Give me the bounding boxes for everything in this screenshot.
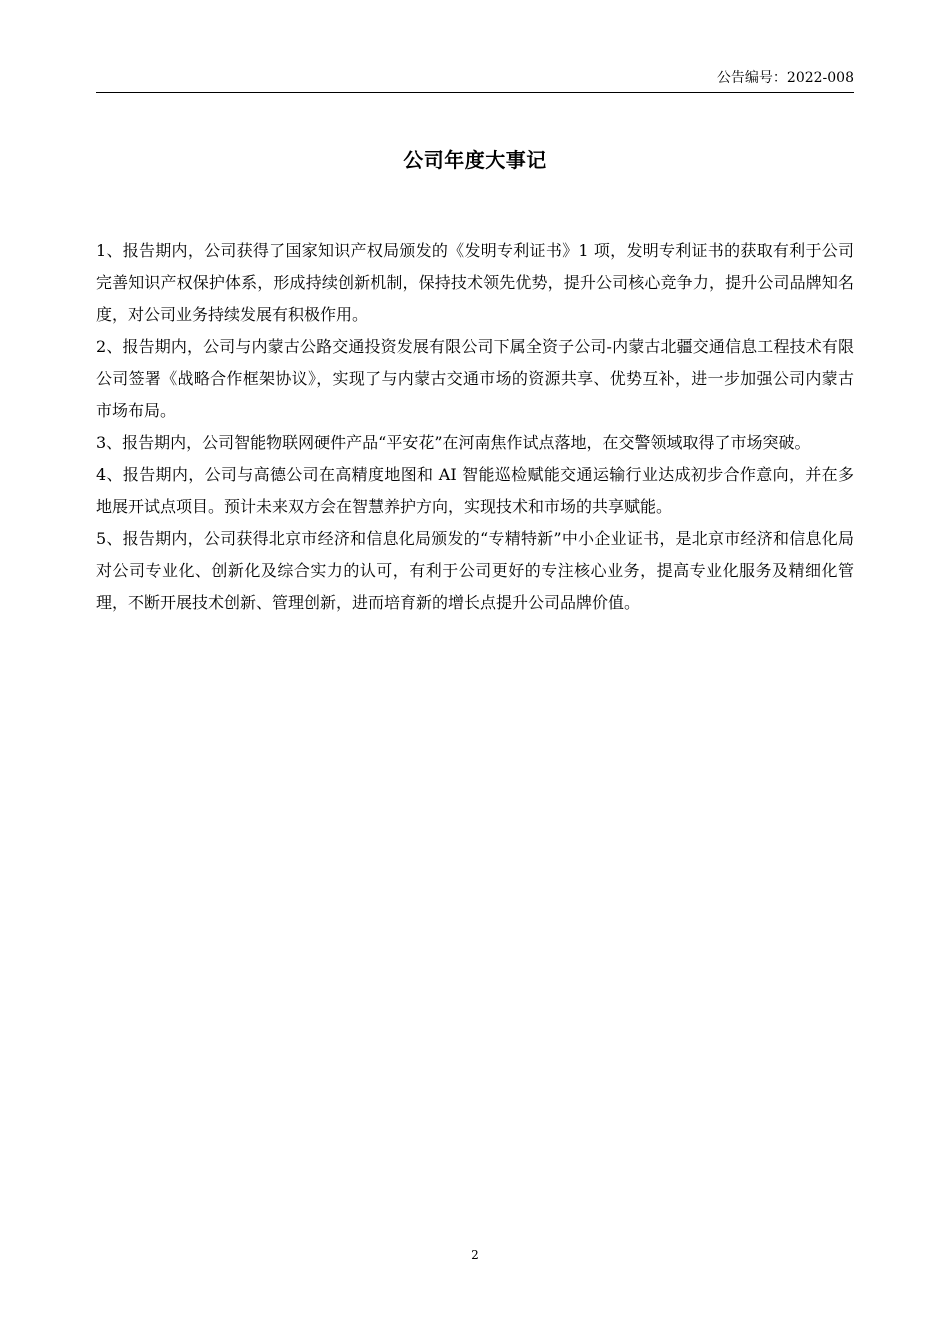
- page-number: 2: [471, 1248, 479, 1262]
- announcement-number: 公告编号：2022-008: [716, 70, 854, 86]
- event-item-3: 3、报告期内，公司智能物联网硬件产品“平安花”在河南焦作试点落地，在交警领域取得了市场突破。: [96, 433, 811, 452]
- document-title: 公司年度大事记: [403, 148, 547, 172]
- event-item-1: 1、报告期内，公司获得了国家知识产权局颁发的《发明专利证书》1 项，发明专利证书的获取有利于公司完善知识产权保护体系，形成持续创新机制，保持技术领先优势，提升公司核心竞争力，提升公司品牌知名度，对公司业务持续发展有积极作用。: [96, 241, 854, 324]
- events-list: [96, 235, 854, 619]
- event-item-2: 2、报告期内，公司与内蒙古公路交通投资发展有限公司下属全资子公司-内蒙古北疆交通信息工程技术有限公司签署《战略合作框架协议》，实现了与内蒙古交通市场的资源共享、优势互补，进一步加强公司内蒙古市场布局。: [96, 337, 854, 420]
- event-item-5: 5、报告期内，公司获得北京市经济和信息化局颁发的“专精特新”中小企业证书，是北京市经济和信息化局对公司专业化、创新化及综合实力的认可，有利于公司更好的专注核心业务，提高专业化服务及精细化管理，不断开展技术创新、管理创新，进而培育新的增长点提升公司品牌价值。: [96, 529, 854, 612]
- page-header: [96, 64, 854, 93]
- event-item-4: 4、报告期内，公司与高德公司在高精度地图和 AI 智能巡检赋能交通运输行业达成初步合作意向，并在多地展开试点项目。预计未来双方会在智慧养护方向，实现技术和市场的共享赋能。: [96, 465, 854, 516]
